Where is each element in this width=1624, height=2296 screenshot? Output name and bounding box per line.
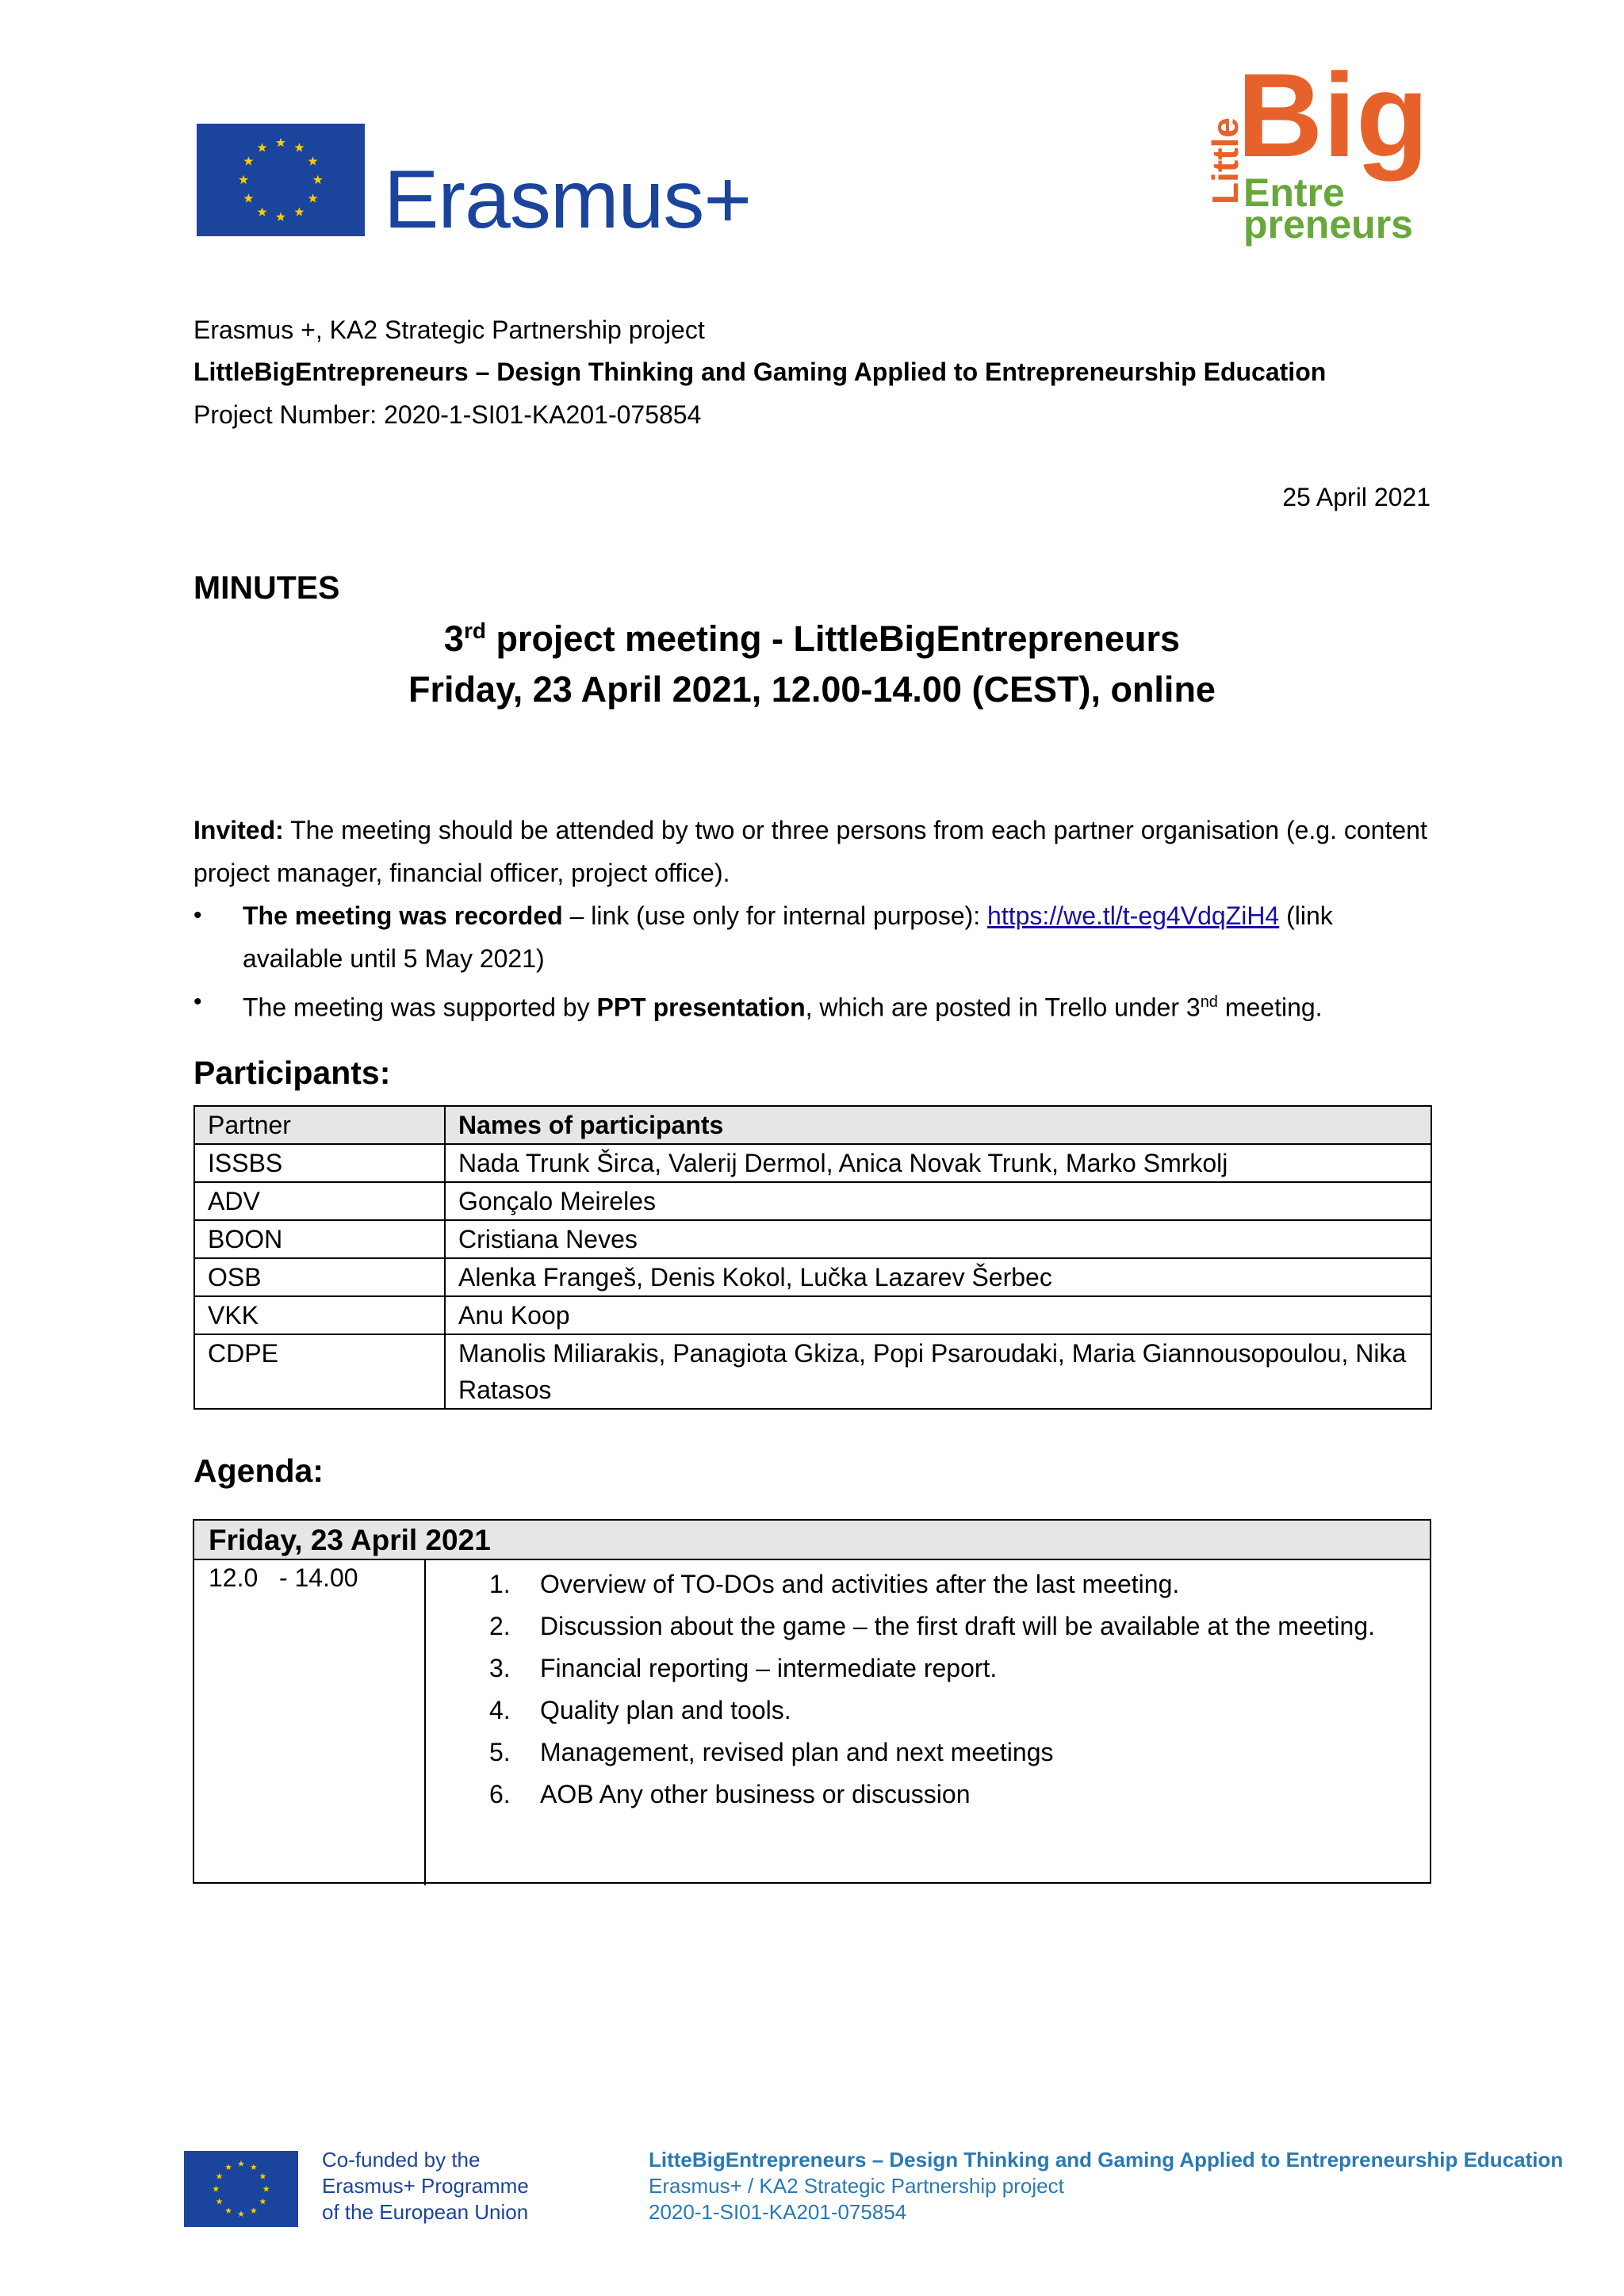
lbe-logo-entre: Entre <box>1243 170 1345 215</box>
erasmus-plus-wordmark: Erasmus+ <box>384 154 752 246</box>
participant-names-cell: Cristiana Neves <box>445 1220 1431 1258</box>
agenda-item-number: 3. <box>489 1654 511 1682</box>
agenda-item-text: Overview of TO-DOs and activities after the last meeting. <box>540 1570 1180 1598</box>
eu-star <box>308 193 318 203</box>
partner-cell: ADV <box>194 1182 445 1220</box>
agenda-time: 12.0 - 14.00 <box>209 1563 358 1592</box>
meeting-title: 3rd project meeting - LittleBigEntrepreneurs <box>443 618 1181 659</box>
cofunded-line: of the European Union <box>322 2200 529 2224</box>
bullet-recorded: • The meeting was recorded – link (use only for internal purpose): https://we.tl/t-eg4VdqZiH4 (link available until 5 May 2021) <box>193 894 1431 980</box>
agenda-item-text: Quality plan and tools. <box>540 1696 791 1724</box>
agenda-item-number: 5. <box>489 1738 511 1766</box>
eu-flag-logo <box>197 124 365 236</box>
eu-star <box>243 156 253 166</box>
minutes-heading: MINUTES <box>193 569 340 606</box>
eu-star <box>251 2207 257 2214</box>
eu-star <box>276 212 285 221</box>
eu-star <box>225 2164 232 2170</box>
eu-star <box>294 143 304 152</box>
table-row <box>194 1182 1431 1220</box>
participant-names-cell: Gonçalo Meireles <box>445 1182 1431 1220</box>
table-row <box>194 1296 1431 1334</box>
agenda-item-number: 1. <box>489 1570 511 1598</box>
eu-star <box>216 2173 222 2179</box>
eu-star <box>251 2164 257 2170</box>
eu-stars-icon <box>184 2151 298 2227</box>
invited-label: Invited: <box>193 816 284 844</box>
eu-star <box>259 2173 266 2179</box>
participant-names-cell: Alenka Frangeš, Denis Kokol, Lučka Lazarev Šerbec <box>445 1258 1431 1296</box>
participant-names-cell: Anu Koop <box>445 1296 1431 1334</box>
eu-star <box>308 156 318 166</box>
bullet-ppt: • The meeting was supported by PPT presentation, which are posted in Trello under 3nd meeting. <box>193 981 1431 1024</box>
eu-star <box>313 175 323 185</box>
agenda-item <box>489 1689 1413 1732</box>
agenda-column-divider <box>424 1560 426 1885</box>
project-number: Project Number: 2020-1-SI01-KA201-075854 <box>193 400 702 429</box>
invited-paragraph: Invited: The meeting should be attended by two or three persons from each partner organisation (e.g. content project manager, financial officer, project office). <box>193 816 1427 887</box>
partner-cell: VKK <box>194 1296 445 1334</box>
document-date: 25 April 2021 <box>1282 483 1431 511</box>
lbe-logo-little: Little <box>1205 117 1246 205</box>
project-title: LittleBigEntrepreneurs – Design Thinking and Gaming Applied to Entrepreneurship Education <box>193 358 1327 386</box>
column-header-names: Names of participants <box>445 1106 1431 1144</box>
participants-table <box>193 1105 1432 1410</box>
eu-star <box>225 2207 232 2214</box>
footer-title: LitteBigEntrepreneurs – Design Thinking and Gaming Applied to Entrepreneurship Education <box>649 2148 1564 2172</box>
agenda-item <box>489 1605 1413 1647</box>
column-header-partner: Partner <box>194 1106 445 1144</box>
footer-subtitle: Erasmus+ / KA2 Strategic Partnership project <box>649 2174 1064 2198</box>
eu-star <box>276 138 285 147</box>
agenda-table <box>193 1519 1431 1884</box>
bullet-icon: • <box>193 902 202 928</box>
agenda-item-number: 6. <box>489 1780 511 1808</box>
agenda-item-text: Financial reporting – intermediate report. <box>540 1654 998 1682</box>
agenda-day-row <box>194 1521 1430 1560</box>
lbe-logo-big: Big <box>1237 48 1429 182</box>
cofunded-line: Co-funded by the <box>322 2148 481 2172</box>
agenda-item-text: Discussion about the game – the first draft will be available at the meeting. <box>540 1612 1376 1640</box>
partner-cell: OSB <box>194 1258 445 1296</box>
partner-cell: ISSBS <box>194 1144 445 1182</box>
agenda-item-text: AOB Any other business or discussion <box>540 1780 971 1808</box>
eu-star <box>257 143 266 152</box>
table-header-row <box>194 1106 1431 1144</box>
participant-names-cell: Nada Trunk Širca, Valerij Dermol, Anica Novak Trunk, Marko Smrkolj <box>445 1144 1431 1182</box>
bullet-icon: • <box>193 989 202 1015</box>
agenda-item-text: Management, revised plan and next meetings <box>540 1738 1054 1766</box>
table-row <box>194 1144 1431 1182</box>
partner-cell: BOON <box>194 1220 445 1258</box>
agenda-item <box>489 1732 1413 1774</box>
agenda-item-number: 2. <box>489 1612 511 1640</box>
eu-star <box>238 2210 244 2217</box>
recording-link[interactable]: https://we.tl/t-eg4VdqZiH4 <box>987 901 1280 930</box>
eu-star <box>259 2198 266 2205</box>
eu-star <box>239 175 248 185</box>
table-row <box>194 1258 1431 1296</box>
meeting-subtitle: Friday, 23 April 2021, 12.00-14.00 (CEST), online <box>408 669 1216 710</box>
project-type: Erasmus +, KA2 Strategic Partnership project <box>193 316 705 344</box>
lbe-logo-preneurs: preneurs <box>1243 202 1413 247</box>
eu-star <box>216 2198 222 2205</box>
eu-star <box>238 2160 244 2167</box>
agenda-list <box>489 1563 1413 1816</box>
partner-cell: CDPE <box>194 1334 445 1409</box>
participant-names-cell: Manolis Miliarakis, Panagiota Gkiza, Popi Psaroudaki, Maria Giannousopoulou, Nika Ratasos <box>445 1334 1431 1409</box>
agenda-item <box>489 1563 1413 1605</box>
eu-star <box>294 207 304 216</box>
eu-star <box>263 2186 270 2192</box>
footer-project-number: 2020-1-SI01-KA201-075854 <box>649 2200 907 2224</box>
agenda-item-number: 4. <box>489 1696 511 1724</box>
agenda-item <box>489 1647 1413 1689</box>
eu-flag-footer-logo <box>184 2151 298 2227</box>
agenda-item <box>489 1774 1413 1816</box>
table-row <box>194 1334 1431 1409</box>
eu-star <box>213 2186 219 2192</box>
table-row <box>194 1220 1431 1258</box>
participants-heading: Participants: <box>193 1054 391 1091</box>
eu-star <box>257 207 266 216</box>
eu-stars-icon <box>197 124 365 236</box>
cofunded-line: Erasmus+ Programme <box>322 2174 529 2198</box>
agenda-day: Friday, 23 April 2021 <box>209 1524 491 1556</box>
eu-star <box>243 193 253 203</box>
agenda-heading: Agenda: <box>193 1452 324 1489</box>
